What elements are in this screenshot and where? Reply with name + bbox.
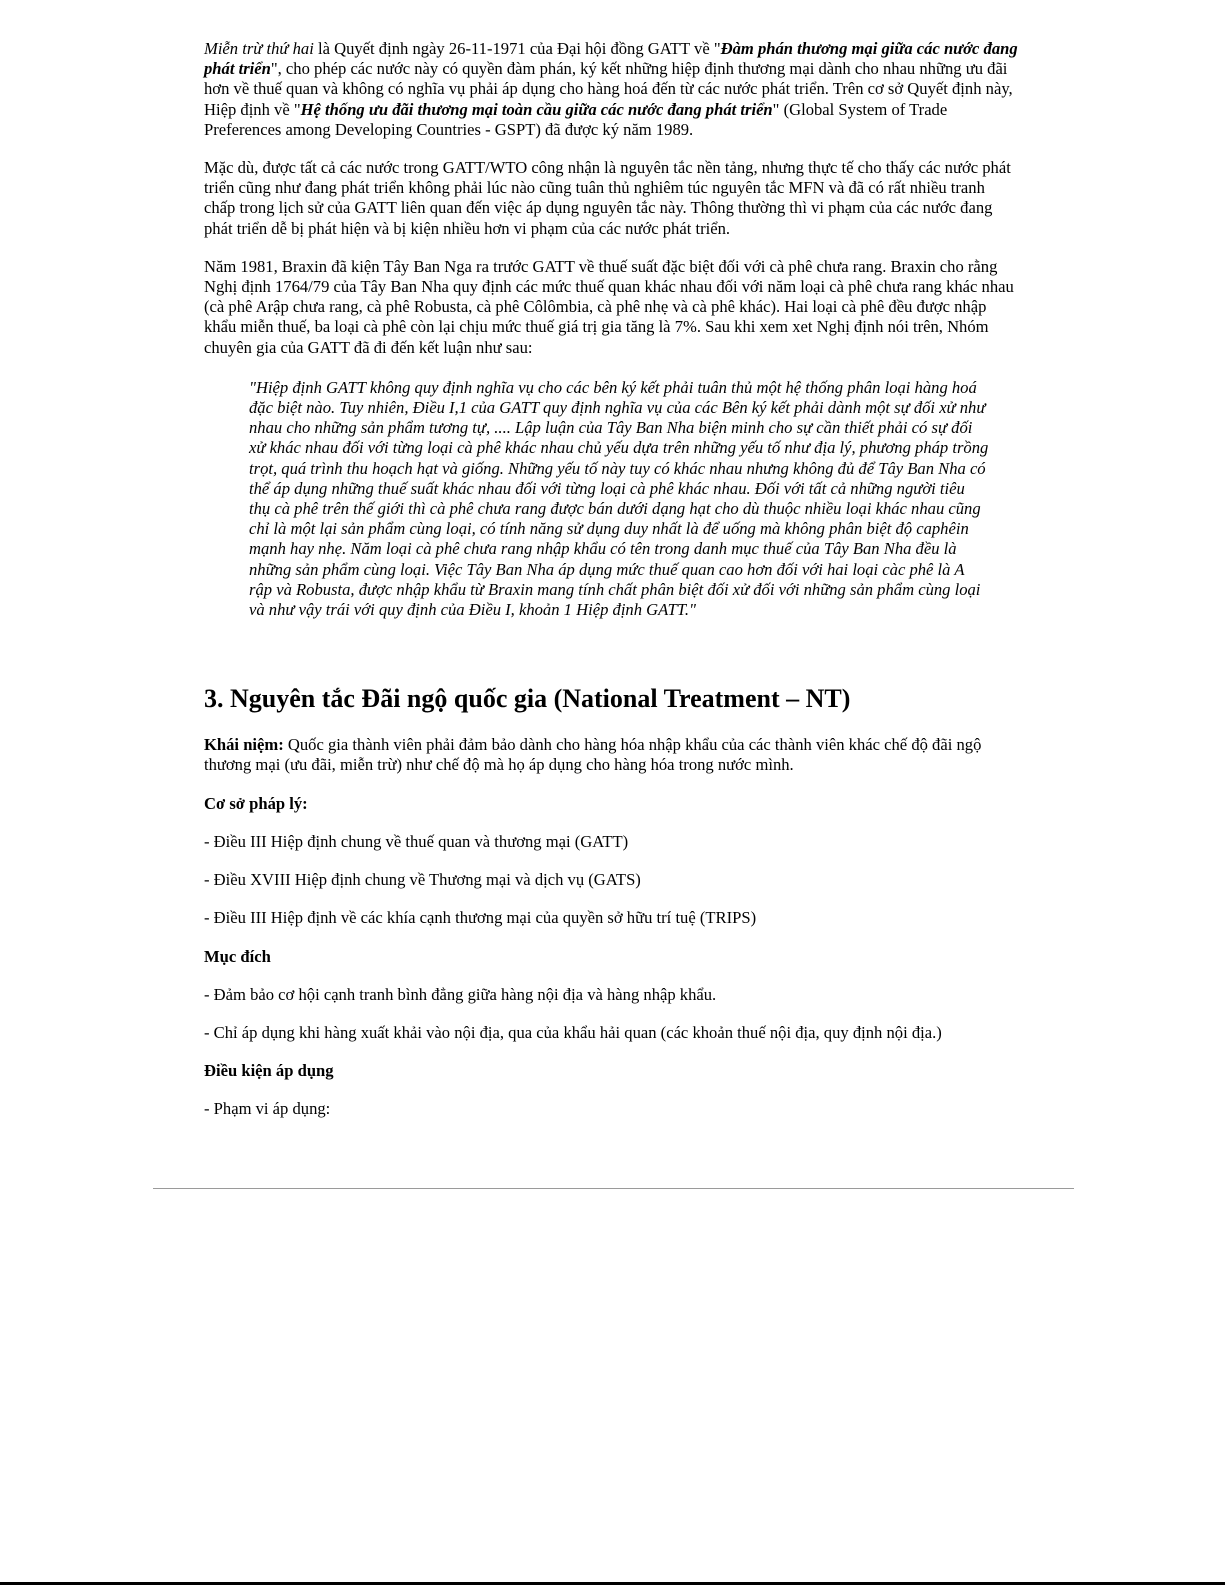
bold-italic-title: Đàm phán thương mại giữa các nước đang phát triển	[204, 39, 1018, 79]
conditions-label: Điều kiện áp dụng	[204, 1061, 334, 1081]
page-divider	[153, 1188, 1074, 1189]
text-run: " (Global System of Trade Preferences among Developing Countries - GSPT) đã được ký năm 1989.	[204, 99, 948, 139]
paragraph-second-exemption	[204, 39, 1020, 140]
paragraph-brazil-case: Năm 1981, Braxin đã kiện Tây Ban Nga ra trước GATT về thuế suất đặc biệt đối với cà phê chưa rang. Braxin cho rằng Nghị định 1764/79 của Tây Ban Nha quy định các mức thuế quan khác nhau đối với năm loại cà phê chưa rang khác nhau (cà phê Arập chưa rang, cà phê Robusta, cà phê Côlômbia, cà phê nhẹ và cà phê khác). Hai loại cà phê đều được nhập khẩu miễn thuế, ba loại cà phê còn lại chịu mức thuế giá trị gia tăng là 7%. Sau khi xem xet Nghị định nói trên, Nhóm chuyên gia của GATT đã đi đến kết luận như sau:	[204, 256, 1014, 357]
concept-text: Quốc gia thành viên phải đảm bảo dành cho hàng hóa nhập khẩu của các thành viên khác chế độ đãi ngộ thương mại (ưu đãi, miễn trừ) như chế độ mà họ áp dụng cho hàng hóa trong nước mình.	[204, 735, 982, 775]
list-item: - Điều III Hiệp định chung về thuế quan và thương mại (GATT)	[204, 831, 629, 851]
text-run: ", cho phép các nước này có quyền đàm phán, ký kết những hiệp định thương mại dành cho nhau những ưu đãi hơn về thuế quan và không có nghĩa vụ phải áp dụng cho hàng hoá đến từ các nước phát triển. Trên cơ sở Quyết định này, Hiệp định về "	[204, 59, 1013, 119]
list-item: - Điều III Hiệp định về các khía cạnh thương mại của quyền sở hữu trí tuệ (TRIPS)	[204, 908, 757, 928]
purpose-label: Mục đích	[204, 946, 271, 966]
list-item: - Đảm bảo cơ hội cạnh tranh bình đẳng giữa hàng nội địa và hàng nhập khẩu.	[204, 984, 717, 1004]
section-heading-national-treatment: 3. Nguyên tắc Đãi ngộ quốc gia (National Treatment – NT)	[204, 684, 851, 714]
concept-label: Khái niệm:	[204, 735, 284, 755]
list-item: - Điều XVIII Hiệp định chung về Thương mại và dịch vụ (GATS)	[204, 870, 641, 890]
document-body	[204, 39, 1020, 1138]
bold-italic-title: Hệ thống ưu đãi thương mại toàn cầu giữa các nước đang phát triển	[300, 99, 773, 119]
paragraph-mfn-compliance: Mặc dù, được tất cả các nước trong GATT/WTO công nhận là nguyên tắc nền tảng, nhưng thực tế cho thấy các nước phát triển cũng như đang phát triển không phải lúc nào cũng tuân thủ nghiêm túc nguyên tắc MFN và đã có rất nhiều tranh chấp trong lịch sử của GATT liên quan đến việc áp dụng nguyên tắc này. Thông thường thì vi phạm của các nước đang phát triển dễ bị phát hiện và bị kiện nhiều hơn vi phạm của các nước phát triển.	[204, 158, 1011, 238]
blockquote-gatt-panel: "Hiệp định GATT không quy định nghĩa vụ cho các bên ký kết phải tuân thủ một hệ thống phân loại hàng hoá đặc biệt nào. Tuy nhiên, Điều I,1 của GATT quy định nghĩa vụ của các Bên ký kết phải dành một sự đối xử như nhau cho những sản phẩm tương tự, .... Lập luận của Tây Ban Nha biện minh cho sự cần thiết phải có sự đối xử khác nhau đối với từng loại cà phê khác nhau chủ yếu dựa trên những yếu tố như địa lý, phương pháp trồng trọt, quá trình thu hoạch hạt và giống. Những yếu tố này tuy có khác nhau nhưng không đủ để Tây Ban Nha có thể áp dụng những thuế suất khác nhau đối với từng loại cà phê khác nhau. Đối với tất cả những người tiêu thụ cà phê trên thế giới thì cà phê chưa rang được bán dưới dạng hạt cho dù thuộc nhiều loại khác nhau cũng chỉ là một lại sản phẩm cùng loại, có tính năng sử dụng duy nhất là để uống mà không phân biệt độ caphêin mạnh hay nhẹ. Năm loại cà phê chưa rang nhập khẩu có tên trong danh mục thuế của Tây Ban Nha đều là những sản phẩm cùng loại. Việc Tây Ban Nha áp dụng mức thuế quan cao hơn đối với hai loại càc phê là A rập và Robusta, được nhập khẩu từ Braxin mang tính chất phân biệt đối xử đối với những sản phẩm cùng loại và như vậy trái với quy định của Điều I, khoản 1 Hiệp định GATT."	[249, 377, 989, 620]
section-body	[204, 735, 1020, 1119]
text-run: là Quyết định ngày 26-11-1971 của Đại hội đồng GATT về "	[313, 39, 721, 58]
italic-lead: Miễn trừ thứ hai	[204, 39, 314, 58]
list-item: - Chỉ áp dụng khi hàng xuất khải vào nội địa, qua của khẩu hải quan (các khoản thuế nội địa, quy định nội địa.)	[204, 1022, 942, 1042]
legal-basis-label: Cơ sở pháp lý:	[204, 793, 308, 813]
list-item: - Phạm vi áp dụng:	[204, 1099, 331, 1119]
concept-paragraph	[204, 735, 1020, 775]
